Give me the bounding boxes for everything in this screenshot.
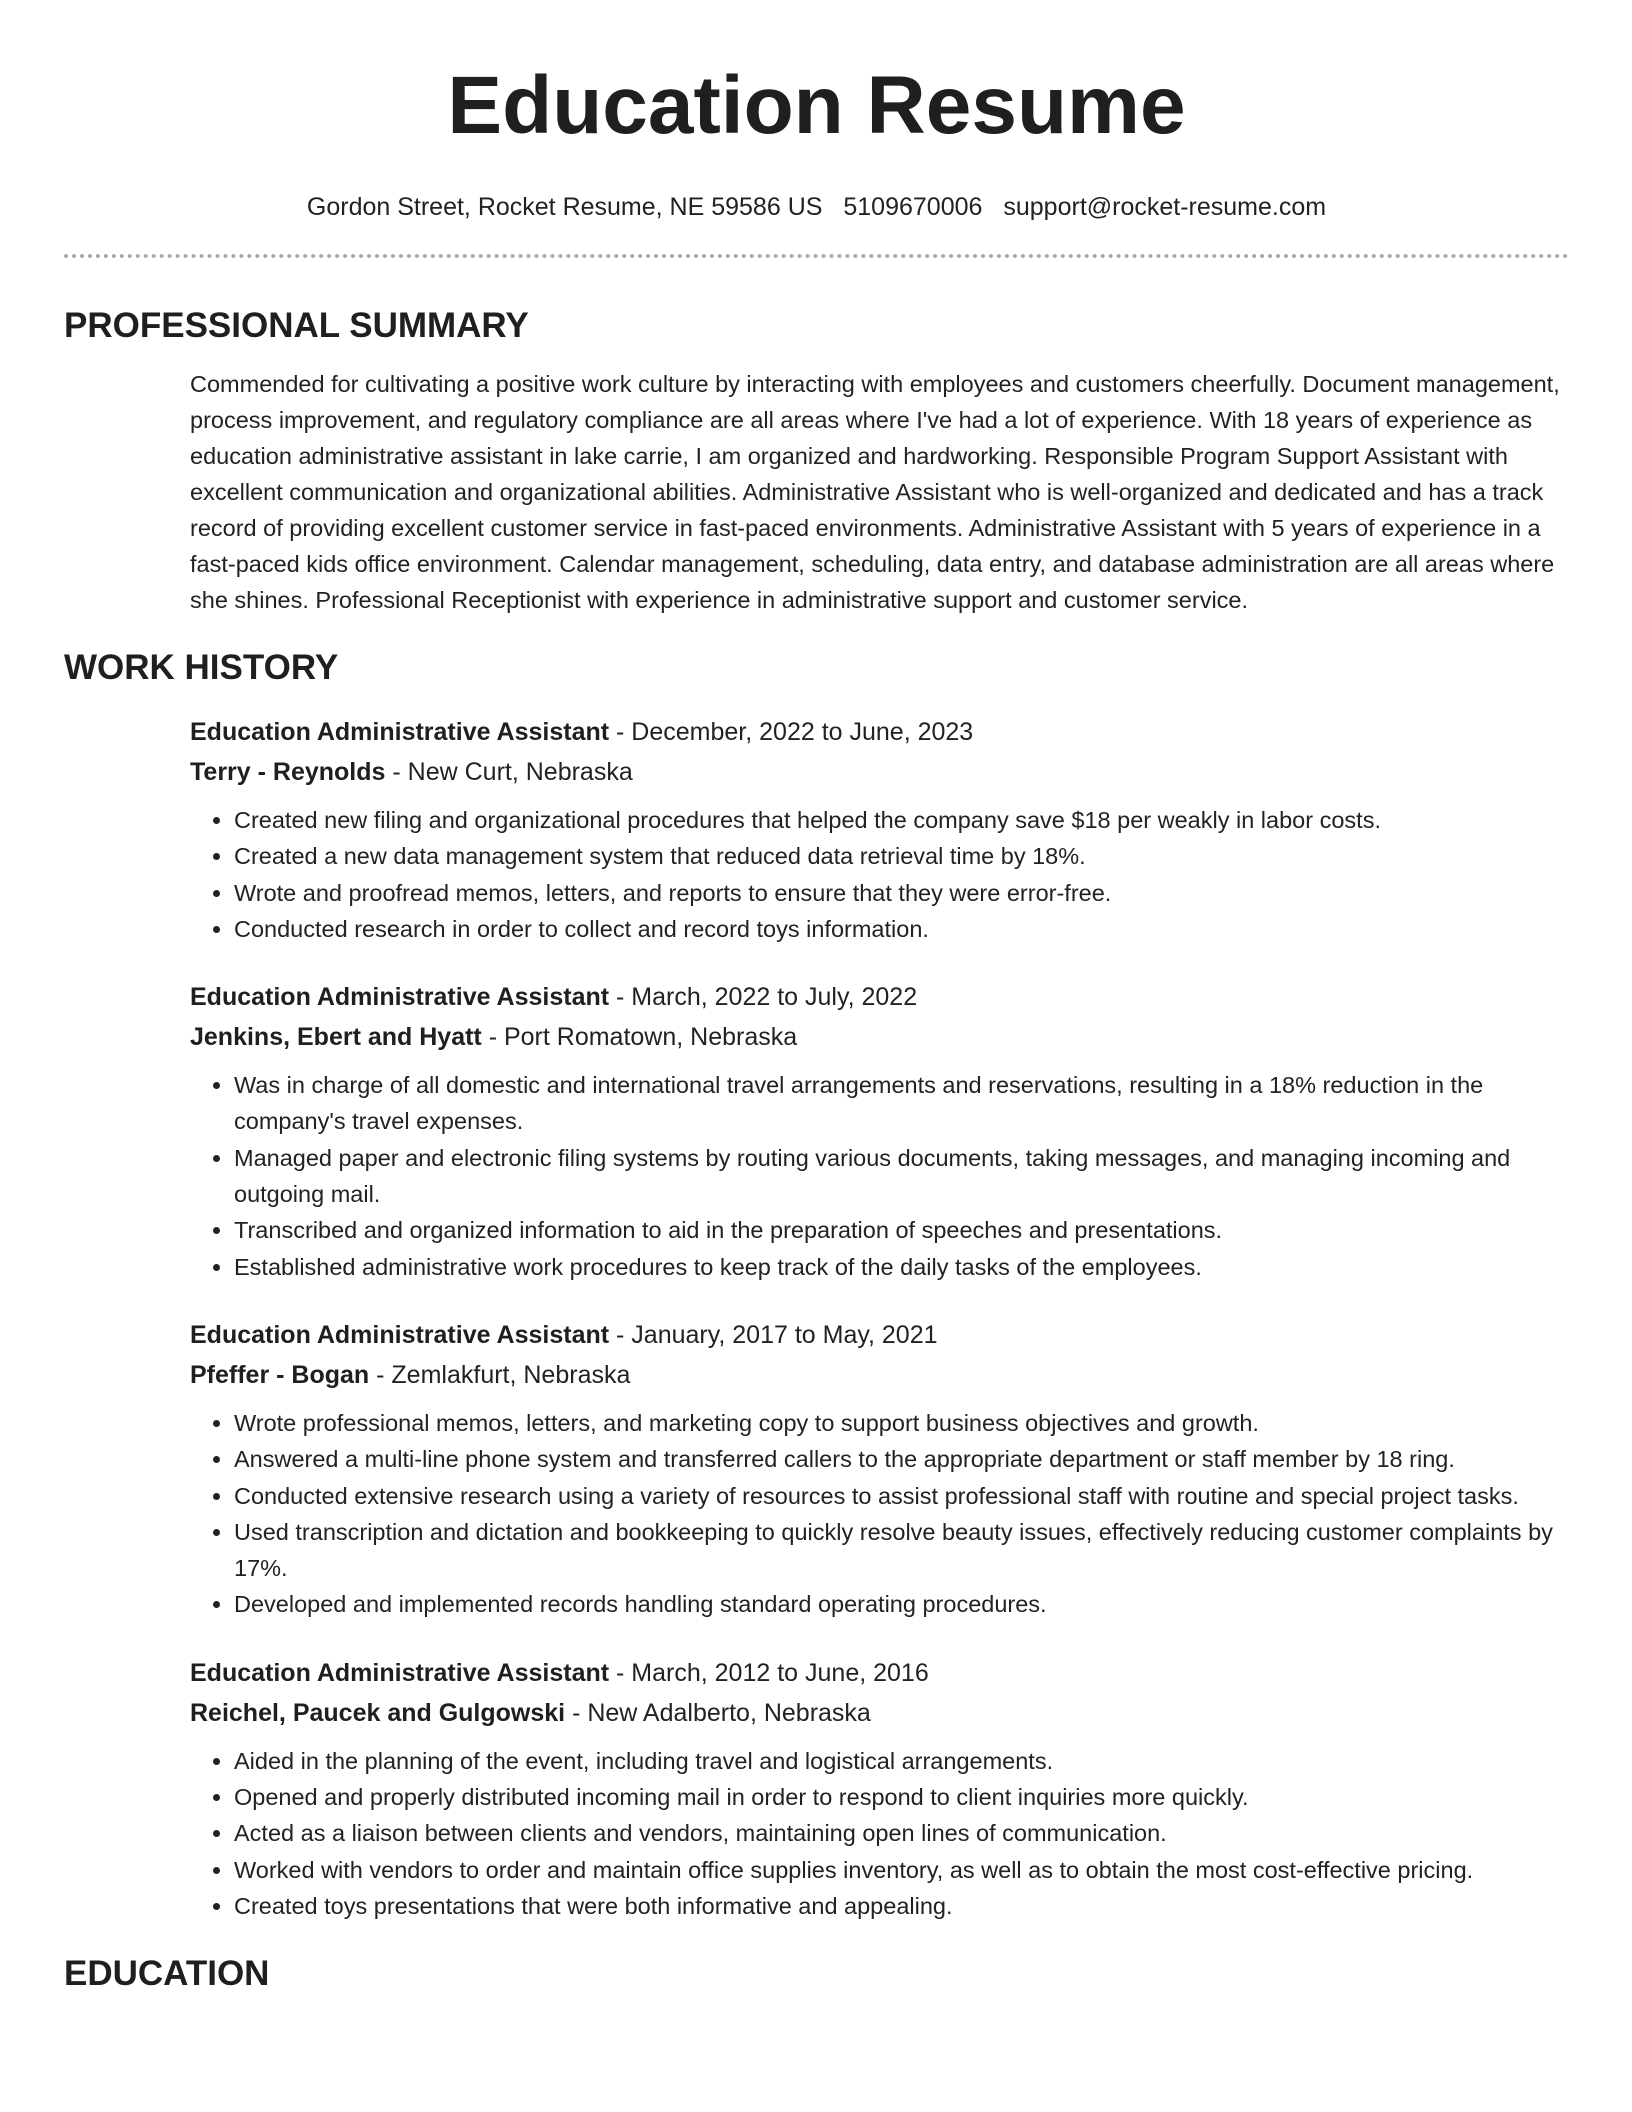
job-company: Terry - Reynolds xyxy=(190,758,386,786)
work-history-heading: WORK HISTORY xyxy=(64,648,339,687)
job-bullet: • Managed paper and electronic filing systems by routing various documents, taking messages, and managing incoming and outgoing mail. xyxy=(234,1140,1569,1213)
job-company-line xyxy=(190,1693,1569,1733)
job-title-line xyxy=(190,977,1569,1017)
job-bullets xyxy=(190,802,1569,947)
job-company-line xyxy=(190,752,1569,792)
resume-title: Education Resume xyxy=(447,60,1186,151)
job-company-line xyxy=(190,1355,1569,1395)
job-dates: - January, 2017 to May, 2021 xyxy=(616,1320,938,1349)
job-bullet: • Conducted research in order to collect and record toys information. xyxy=(234,911,1569,947)
contact-address: Gordon Street, Rocket Resume, NE 59586 US xyxy=(306,193,823,221)
job-company: Pfeffer - Bogan xyxy=(190,1360,370,1389)
job-dates: - December, 2022 to June, 2023 xyxy=(616,718,974,746)
job-bullet: • Wrote professional memos, letters, and marketing copy to support business objectives and growth. xyxy=(234,1405,1569,1441)
job-bullets xyxy=(190,1405,1569,1623)
job-bullet: • Was in charge of all domestic and international travel arrangements and reservations, resulting in a 18% reduction in the company's travel expenses. xyxy=(234,1067,1569,1140)
job-bullet: • Created new filing and organizational procedures that helped the company save $18 per weakly in labor costs. xyxy=(234,802,1569,838)
job-title: Education Administrative Assistant xyxy=(190,1320,610,1349)
job-bullet: • Answered a multi-line phone system and transferred callers to the appropriate department or staff member by 18 ring. xyxy=(234,1441,1569,1477)
job-bullet: • Aided in the planning of the event, including travel and logistical arrangements. xyxy=(234,1743,1569,1779)
job-location: - Zemlakfurt, Nebraska xyxy=(376,1360,631,1389)
job-entry xyxy=(190,977,1569,1285)
job-company: Jenkins, Ebert and Hyatt xyxy=(190,1023,482,1052)
work-history-list xyxy=(190,712,1569,1924)
job-entry xyxy=(190,1315,1569,1623)
education-heading: EDUCATION xyxy=(64,1954,270,1994)
header-divider xyxy=(64,254,1569,258)
job-dates: - March, 2022 to July, 2022 xyxy=(616,983,918,1012)
job-bullet: • Developed and implemented records handling standard operating procedures. xyxy=(234,1586,1569,1622)
job-location: - New Curt, Nebraska xyxy=(392,758,633,786)
resume-page xyxy=(64,0,1569,1994)
job-bullet: • Opened and properly distributed incoming mail in order to respond to client inquiries more quickly. xyxy=(234,1779,1569,1815)
job-company: Reichel, Paucek and Gulgowski xyxy=(190,1698,566,1727)
job-bullet: • Acted as a liaison between clients and vendors, maintaining open lines of communication. xyxy=(234,1815,1569,1851)
job-title-line xyxy=(190,712,1569,752)
contact-email: support@rocket-resume.com xyxy=(1003,193,1327,221)
job-bullet: • Worked with vendors to order and maintain office supplies inventory, as well as to obtain the most cost-effective pricing. xyxy=(234,1852,1569,1888)
summary-text: Commended for cultivating a positive work culture by interacting with employees and customers cheerfully. Document management, process improvement, and regulatory compliance are all areas where I've had a lot of experience. With 18 years of experience as education administrative assistant in lake carrie, I am organized and hardworking. Responsible Program Support Assistant with excellent communication and organizational abilities. Administrative Assistant who is well-organized and dedicated and has a track record of providing excellent customer service in fast-paced environments. Administrative Assistant with 5 years of experience in a fast-paced kids office environment. Calendar management, scheduling, data entry, and database administration are all areas where she shines. Professional Receptionist with experience in administrative support and customer service. xyxy=(190,371,1560,613)
job-location: - Port Romatown, Nebraska xyxy=(488,1023,798,1052)
job-title: Education Administrative Assistant xyxy=(190,983,610,1012)
contact-phone: 5109670006 xyxy=(843,193,983,221)
job-bullet: • Conducted extensive research using a variety of resources to assist professional staff with routine and special project tasks. xyxy=(234,1478,1569,1514)
job-entry xyxy=(190,1653,1569,1924)
job-entry xyxy=(190,712,1569,947)
job-title-line xyxy=(190,1315,1569,1355)
job-title: Education Administrative Assistant xyxy=(190,718,610,746)
job-title: Education Administrative Assistant xyxy=(190,1658,610,1687)
job-bullet: • Transcribed and organized information to aid in the preparation of speeches and presentations. xyxy=(234,1212,1569,1248)
job-bullet: • Wrote and proofread memos, letters, and reports to ensure that they were error-free. xyxy=(234,875,1569,911)
job-bullets xyxy=(190,1743,1569,1924)
job-bullets xyxy=(190,1067,1569,1285)
job-bullet: • Created toys presentations that were both informative and appealing. xyxy=(234,1888,1569,1924)
job-dates: - March, 2012 to June, 2016 xyxy=(616,1658,929,1687)
summary-heading: PROFESSIONAL SUMMARY xyxy=(64,306,529,345)
job-bullet: • Created a new data management system that reduced data retrieval time by 18%. xyxy=(234,838,1569,874)
job-bullet: • Established administrative work procedures to keep track of the daily tasks of the employees. xyxy=(234,1249,1569,1285)
job-company-line xyxy=(190,1017,1569,1057)
contact-line xyxy=(64,192,1569,222)
job-title-line xyxy=(190,1653,1569,1693)
job-location: - New Adalberto, Nebraska xyxy=(572,1698,871,1727)
job-bullet: • Used transcription and dictation and bookkeeping to quickly resolve beauty issues, effectively reducing customer complaints by 17%. xyxy=(234,1514,1569,1587)
